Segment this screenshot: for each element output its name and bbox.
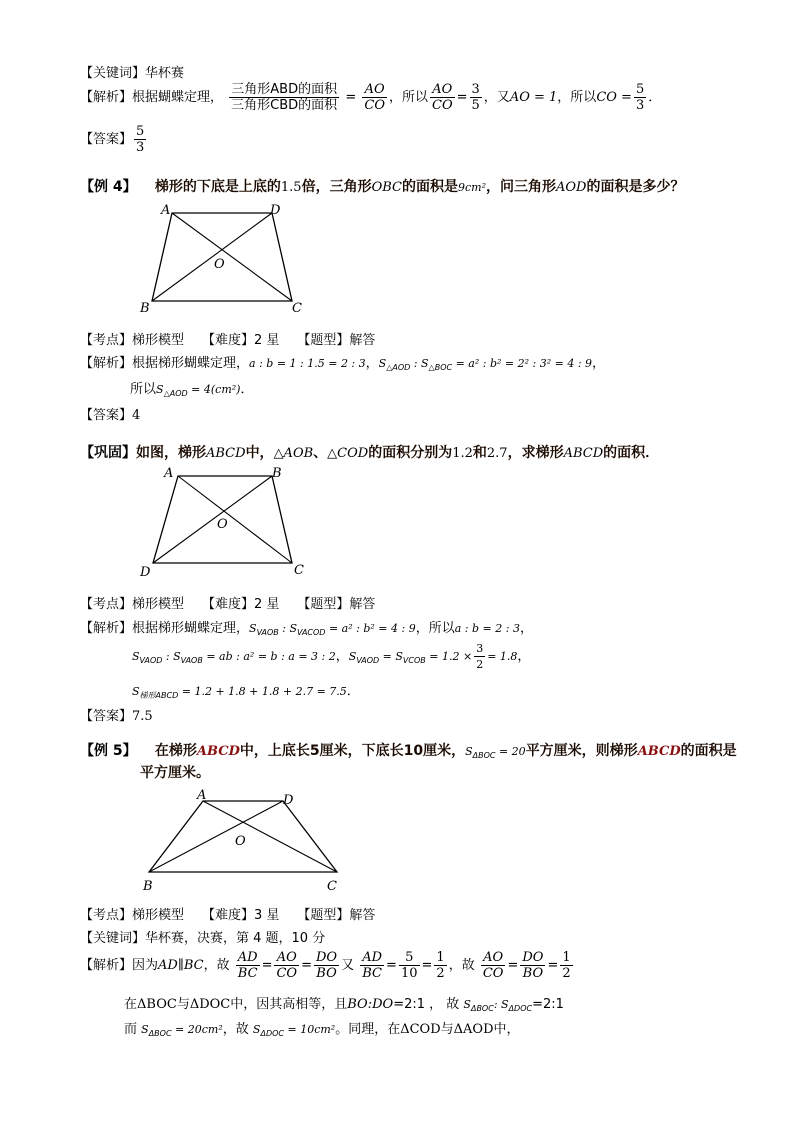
fraction-denominator: 5 (471, 98, 480, 113)
area-subscript: VAOD (356, 656, 380, 665)
area-equation: = a² : b² = 2² : 3² = 4 : 9 (455, 357, 593, 370)
area-symbol: S (465, 745, 473, 758)
separator: ， (519, 621, 533, 636)
analysis-line-gonggu-1 (80, 617, 533, 637)
fraction-numerator: 5 (136, 124, 145, 139)
area-subscript: ΔBOC (470, 1004, 494, 1013)
analysis-tag: 【解析】 (80, 90, 133, 105)
meta-kaodian: 【考点】梯形模型 (80, 333, 185, 348)
keyword-line (80, 62, 184, 81)
separator: ， (517, 649, 531, 664)
equals-area: = S (382, 650, 403, 663)
analysis-text: 因为 (132, 958, 159, 973)
question-math: OBC (371, 180, 402, 195)
example-label: 【巩固】 (80, 445, 136, 461)
do-bo-fraction (314, 950, 339, 981)
area-equation: = a² : b² = 4 : 9 (328, 622, 416, 635)
question-number: 2.7 (486, 446, 508, 461)
question-text: 的面积分别为 (368, 445, 453, 461)
analysis-text: 又 (341, 958, 355, 973)
question-text: 倍，三角形 (301, 179, 372, 195)
vertex-label-d: D (283, 793, 294, 808)
ad-bc-fraction (236, 950, 260, 981)
analysis-line-ex5-3 (124, 1018, 520, 1038)
analysis-tag: 【解析】 (80, 958, 133, 973)
vertex-label-a: A (164, 466, 174, 481)
ao-co-fraction (362, 82, 387, 113)
fraction-denominator: BC (237, 966, 258, 981)
area-subscript: ΔBOC (472, 751, 496, 760)
keyword-tag: 【关键词】 (80, 66, 146, 81)
meta-line-ex5 (80, 904, 375, 923)
question-math: ABCD (206, 446, 246, 461)
product-equation: = 1.2 × (429, 650, 473, 663)
ratio-result: =2:1 (532, 997, 564, 1012)
fraction-denominator: CO (432, 98, 453, 113)
question-text: ，问三角形 (486, 179, 556, 195)
fraction-denominator: 2 (436, 966, 445, 981)
answer-line-1 (80, 124, 148, 155)
question-text: 梯形的下底是上底的 (154, 179, 281, 195)
colon-area: : S (493, 998, 509, 1011)
question-text: 中， (245, 445, 274, 461)
one-half-fraction-2 (560, 950, 572, 981)
separator: ， (365, 356, 379, 371)
diagonal-bd (152, 213, 272, 301)
analysis-text: 与 (440, 1022, 454, 1037)
trapezoid-figure-gonggu (130, 462, 320, 582)
answer-fraction (134, 124, 146, 155)
keyword-value: 华杯赛 (145, 66, 185, 81)
answer-tag: 【答案】 (80, 709, 133, 724)
fraction-numerator: 3 (471, 82, 480, 97)
period: ． (648, 90, 662, 105)
so-text: ，所以 (388, 90, 428, 105)
question-text: ，求梯形 (507, 445, 564, 461)
vertex-label-c: C (292, 301, 302, 316)
question-math: △AOB (273, 446, 314, 461)
result-equation: = 4(cm²) (191, 383, 241, 396)
question-text: 和 (472, 445, 487, 461)
fraction-numerator: AO (481, 950, 506, 966)
fraction-numerator: 5 (635, 82, 645, 97)
analysis-text: 而 (124, 1022, 138, 1037)
analysis-tag: 【解析】 (80, 621, 133, 636)
diagonal-bd (153, 476, 272, 563)
analysis-text: 中，因其高相等，且 (230, 997, 348, 1012)
analysis-text: 中， (493, 1022, 520, 1037)
ratio-math: BO:DO (347, 997, 394, 1012)
area-symbol: S (348, 650, 357, 663)
analysis-text: ，故 (448, 958, 475, 973)
analysis-text: 在 (124, 997, 138, 1012)
ao-co-fraction-2 (481, 950, 506, 981)
fraction-numerator: AO (430, 82, 455, 98)
fraction-denominator: BC (362, 966, 383, 981)
fraction-denominator: 3 (635, 98, 645, 113)
area-subscript: △BOC (428, 363, 453, 372)
vertex-label-o: O (217, 517, 228, 532)
question-number: 1.2 (452, 446, 473, 461)
area-subscript: VAOD (139, 656, 163, 665)
answer-value: 4 (132, 408, 141, 423)
analysis-line-1: 【解析】根据蝴蝶定理， $\frac{\text{三角形ABD的面积}}{\text{三角形CBD的面积}}$ = $\frac{AO}{CO}$ ，所以 $\frac{AO}{CO}$ = $\frac{3}{5}$ ，又AO = 1，所以CO = $\frac{5}{3}$ ． (80, 82, 662, 113)
analysis-line-ex4-1 (80, 352, 605, 372)
so-text: ，所以 (557, 90, 597, 105)
question-text: 厘米， (423, 743, 466, 759)
analysis-text: 根据梯形蝴蝶定理， (132, 621, 250, 636)
area-symbol: S (249, 622, 257, 635)
fraction-denominator: CO (276, 966, 298, 981)
triangle-name: ΔAOD (453, 1022, 494, 1037)
vertex-label-c: C (327, 879, 337, 894)
fraction-denominator: 2 (562, 966, 571, 981)
vertex-label-b: B (140, 301, 150, 316)
fraction-denominator: CO (482, 966, 504, 981)
fraction-denominator: 三角形CBD的面积 (231, 98, 338, 113)
gonggu-question (80, 442, 659, 462)
vertex-label-a: A (197, 788, 207, 803)
question-text: 、 (313, 445, 328, 461)
fraction-denominator: BO (316, 966, 337, 981)
three-halves-fraction (474, 641, 485, 672)
meta-nandu: 【难度】2 星 (202, 333, 280, 348)
analysis-text: =2:1 ， 故 (393, 997, 460, 1012)
area-symbol: S (132, 685, 140, 698)
area-ratio-fraction (229, 82, 339, 113)
fraction-numerator: DO (522, 950, 544, 965)
area-subscript: VAOB (180, 656, 203, 665)
area-symbol: S (132, 650, 140, 663)
five-thirds-fraction (634, 82, 646, 113)
question-math: △COD (327, 446, 369, 461)
area-subscript: △AOD (163, 389, 188, 398)
fraction-denominator: BO (522, 966, 544, 981)
answer-tag: 【答案】 (80, 132, 133, 147)
example-5-question-line2 (140, 762, 210, 782)
triangle-name: ΔCOD (400, 1022, 441, 1037)
question-math: AOD (556, 180, 587, 195)
co-equation: CO = (596, 90, 632, 105)
question-text: 平方厘米，则梯形 (525, 743, 638, 759)
analysis-line-gonggu-3 (132, 680, 360, 701)
question-text: 的面积． (603, 445, 660, 461)
question-text: 的面积是多少？ (586, 179, 685, 195)
keyword-line-ex5 (80, 927, 325, 946)
analysis-line-ex5-1: 【解析】因为AD∥BC，故 $\frac{AD}{BC}$ = $\frac{AO}{CO}$ = $\frac{DO}{BO}$ 又 $\frac{AD}{BC}$ = $\frac{5}{10}$ = $\frac{1}{2}$ ，故 $\frac{AO}{CO}$ = $\frac{DO}{BO}$ = $\frac{1}{2}$ (80, 950, 571, 981)
fraction-numerator: DO (315, 950, 338, 965)
example-4-question (80, 176, 684, 196)
meta-line-gonggu (80, 593, 375, 612)
ao-equation: AO = 1 (509, 90, 558, 105)
period: ． (346, 684, 360, 699)
period: ． (240, 382, 254, 397)
also-text: ，又 (483, 90, 510, 105)
vertex-label-o: O (235, 834, 246, 849)
ad-bc-fraction-2 (360, 950, 384, 981)
trapezoid-figure-ex4 (130, 200, 320, 320)
area-value: = 20cm² (175, 1023, 223, 1036)
question-text: 的面积是 (680, 743, 737, 759)
area-symbol: S (141, 1023, 149, 1036)
colon-area: : S (162, 650, 181, 663)
fraction-numerator: 三角形ABD的面积 (229, 82, 339, 98)
separator: ， (592, 356, 606, 371)
area-value: = 10cm² (287, 1023, 336, 1036)
fraction-numerator: 5 (399, 950, 420, 966)
analysis-text: 根据梯形蝴蝶定理， (132, 356, 250, 371)
analysis-text: ，故 (203, 958, 230, 973)
diagonal-ac (172, 213, 292, 301)
triangle-name: ΔDOC (189, 997, 231, 1012)
fraction-numerator: AO (362, 82, 387, 98)
fraction-denominator: 3 (136, 140, 145, 155)
analysis-line-gonggu-2 (132, 641, 530, 672)
ratio-equation: a : b = 1 : 1.5 = 2 : 3 (249, 357, 366, 370)
area-symbol: S (463, 998, 471, 1011)
fraction-numerator: AO (274, 950, 299, 966)
question-text: 在梯形 (154, 743, 197, 759)
vertex-label-b: B (272, 466, 282, 481)
vertex-label-c: C (294, 563, 304, 578)
analysis-line-ex5-2 (124, 993, 564, 1013)
area-symbol: S (156, 383, 164, 396)
three-fifths-fraction (470, 82, 482, 113)
area-subscript: 梯形ABCD (139, 691, 179, 700)
meta-nandu: 【难度】3 星 (202, 908, 280, 923)
five-tenths-fraction (399, 950, 420, 981)
one-half-fraction (434, 950, 446, 981)
fraction-denominator: 2 (476, 658, 484, 671)
area-symbol: S (378, 357, 387, 370)
question-text: 厘米，下底长 (319, 743, 404, 759)
so-text: ，所以 (415, 621, 455, 636)
meta-tixing: 【题型】解答 (297, 597, 376, 612)
question-math: 9cm² (458, 181, 486, 194)
question-number: 5 (309, 743, 320, 759)
question-text: 平方厘米。 (140, 765, 210, 781)
fraction-denominator: 10 (400, 966, 418, 981)
question-math: ABCD (563, 446, 604, 461)
example-label: 【例 5】 (80, 743, 137, 759)
answer-value: 7.5 (132, 709, 153, 724)
ao-co-fraction-2 (430, 82, 455, 113)
vertex-label-d: D (140, 565, 151, 580)
fraction-numerator: 1 (562, 950, 571, 965)
question-text: 的面积是 (402, 179, 458, 195)
separator: ， (335, 649, 349, 664)
analysis-text: 。同理，在 (335, 1022, 401, 1037)
answer-line-gonggu (80, 705, 153, 724)
meta-tixing: 【题型】解答 (297, 333, 376, 348)
ao-co-fraction (274, 950, 299, 981)
area-equation: = ab : a² = b : a = 3 : 2 (206, 650, 336, 663)
analysis-tag: 【解析】 (80, 356, 133, 371)
fraction-denominator: CO (364, 98, 385, 113)
vertex-label-d: D (270, 203, 281, 218)
triangle-name: ΔBOC (137, 997, 177, 1012)
meta-tixing: 【题型】解答 (297, 908, 376, 923)
answer-tag: 【答案】 (80, 408, 133, 423)
fraction-numerator: AD (362, 950, 383, 965)
area-subscript: VACOD (297, 628, 326, 637)
so-text: 所以 (130, 382, 157, 397)
meta-kaodian: 【考点】梯形模型 (80, 597, 185, 612)
meta-kaodian: 【考点】梯形模型 (80, 908, 185, 923)
colon-area: : S (410, 357, 429, 370)
analysis-text: ，故 (222, 1022, 249, 1037)
colon-area: : S (278, 622, 298, 635)
analysis-text: 与 (176, 997, 190, 1012)
trapezoid-figure-ex5 (135, 782, 355, 902)
analysis-line-ex4-2 (130, 378, 253, 398)
vertex-label-b: B (143, 879, 153, 894)
area-subscript: ΔDOC (508, 1004, 533, 1013)
area-subscript: VAOB (256, 628, 279, 637)
keyword-text: 【关键词】华杯赛，决赛，第 4 题，10 分 (80, 931, 326, 946)
question-math: ABCD (637, 744, 681, 759)
example-5-question (80, 740, 737, 760)
area-subscript: ΔBOC (148, 1029, 172, 1038)
example-label: 【例 4】 (80, 179, 137, 195)
question-math: ABCD (196, 744, 240, 759)
vertex-label-o: O (214, 257, 225, 272)
vertex-label-a: A (161, 203, 171, 218)
question-text: 中，上底长 (239, 743, 310, 759)
area-subscript: ΔDOC (260, 1029, 284, 1038)
answer-line-ex4 (80, 404, 140, 423)
parallel-statement: AD∥BC (158, 958, 204, 973)
analysis-text: 根据蝴蝶定理， (132, 90, 224, 105)
fraction-numerator: 1 (436, 950, 445, 965)
do-bo-fraction-2 (520, 950, 545, 981)
diagonal-ac (203, 801, 337, 872)
ratio-equation: a : b = 2 : 3 (454, 622, 520, 635)
area-subscript: △AOD (386, 363, 411, 372)
question-number: 10 (403, 743, 424, 759)
question-number: 1.5 (280, 180, 302, 195)
area-symbol: S (252, 1023, 261, 1036)
area-subscript: VCOB (402, 656, 426, 665)
fraction-numerator: AD (237, 950, 258, 965)
diagonal-bd (149, 801, 283, 872)
meta-nandu: 【难度】2 星 (202, 597, 280, 612)
area-value: = 20 (498, 745, 526, 758)
question-text: 如图，梯形 (136, 445, 206, 461)
meta-line-ex4 (80, 329, 375, 348)
sum-equation: = 1.2 + 1.8 + 1.8 + 2.7 = 7.5 (181, 685, 347, 698)
fraction-numerator: 3 (476, 642, 484, 655)
result-equation: = 1.8 (487, 650, 518, 663)
